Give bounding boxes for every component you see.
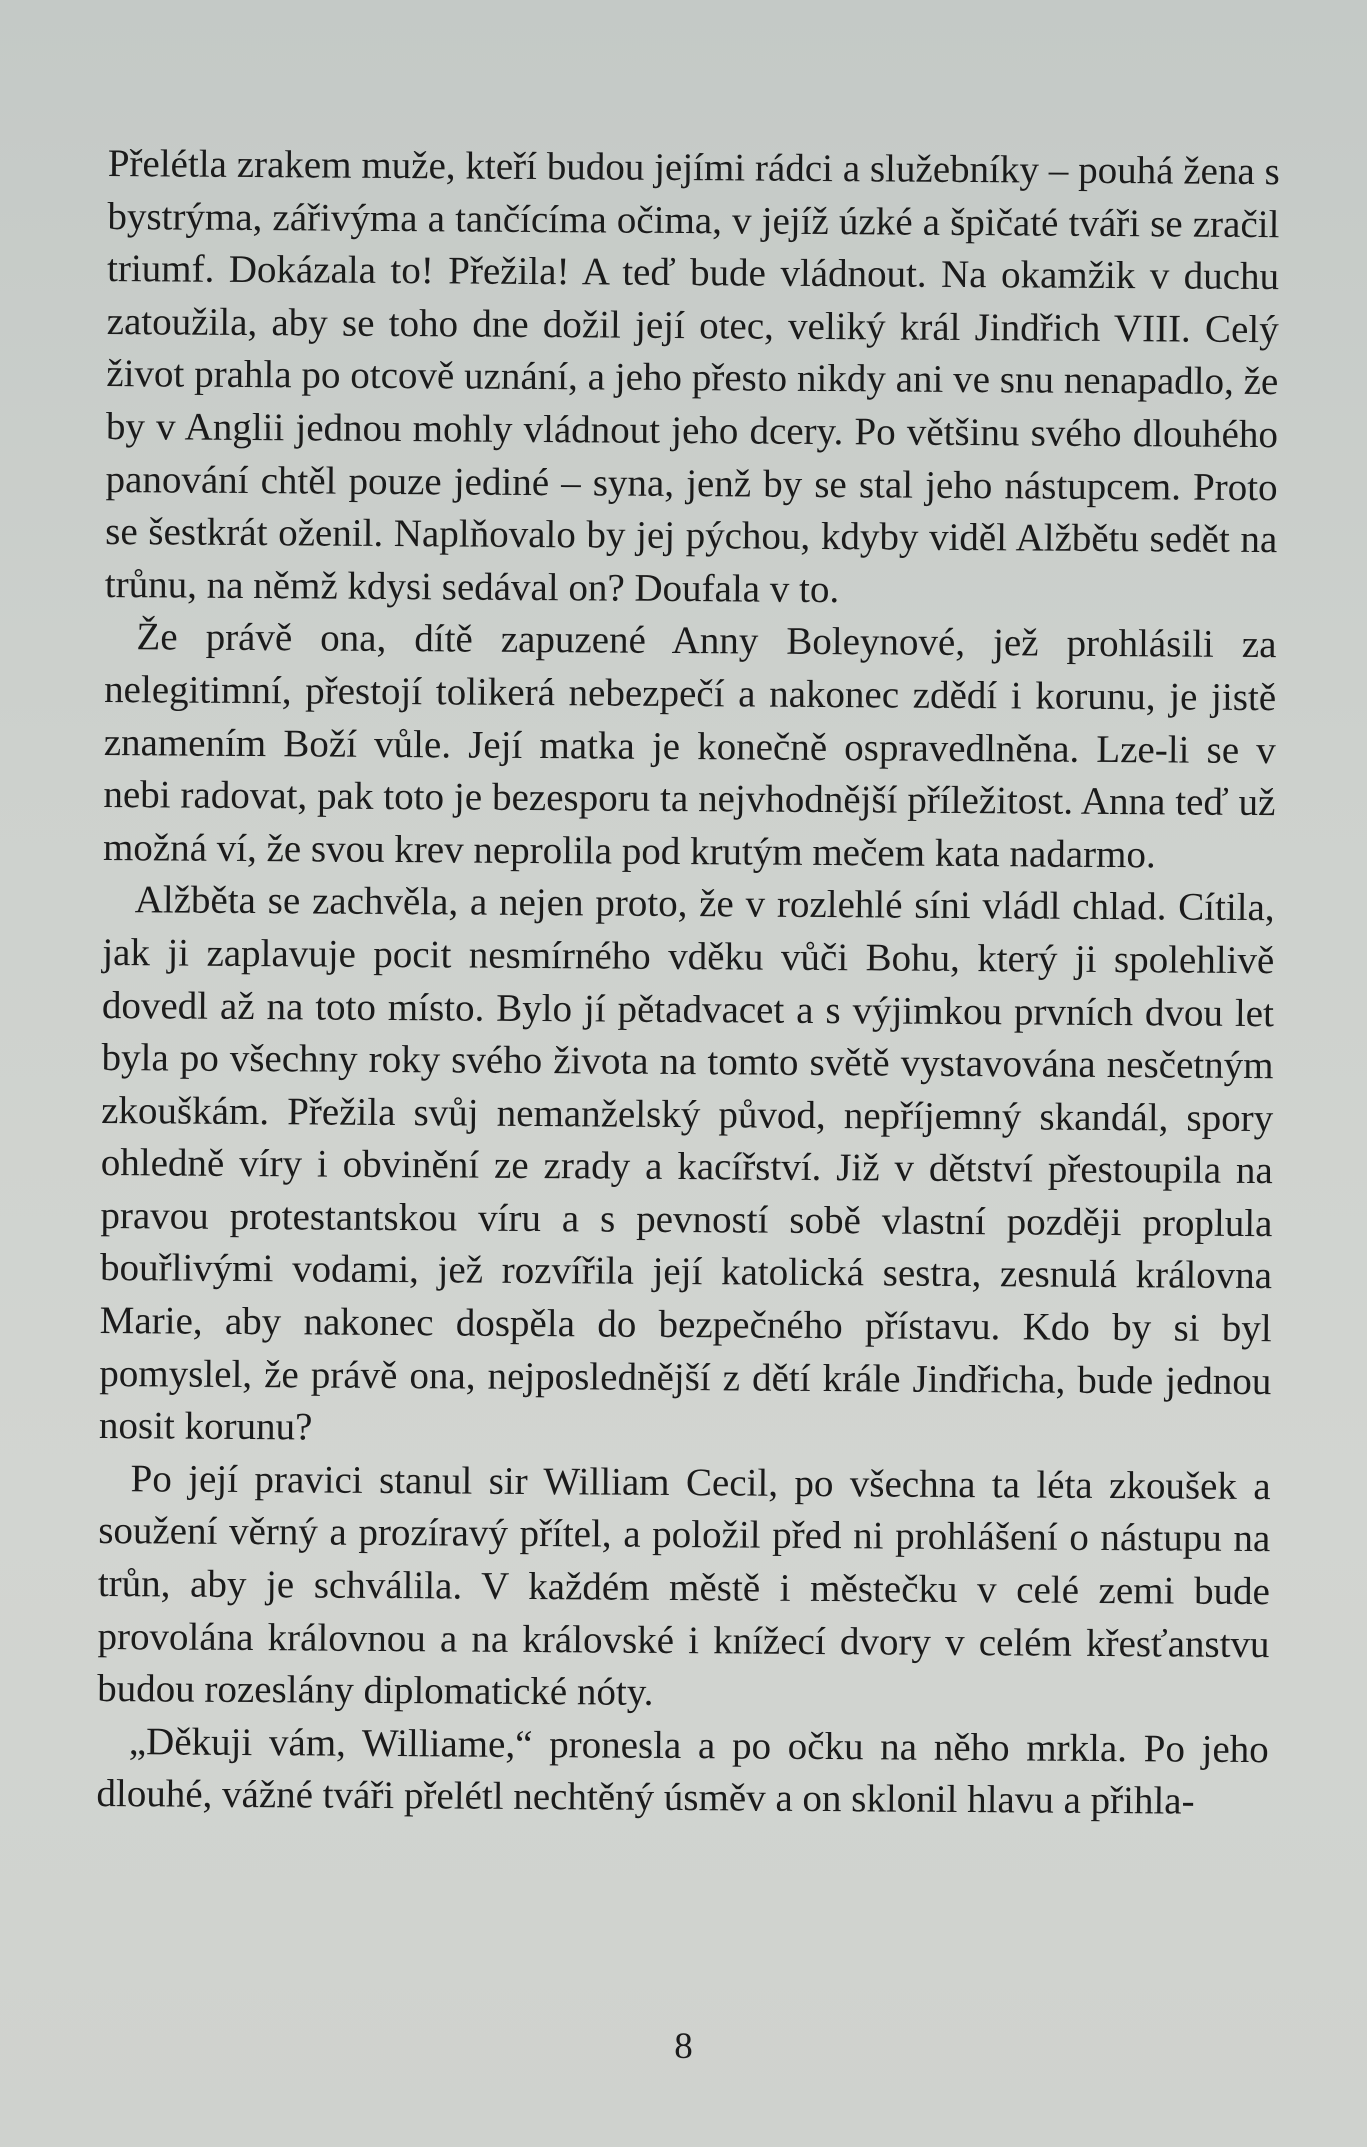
paragraph-2: Že právě ona, dítě zapuzené Anny Boleynové, jež prohlásili za nelegitimní, přestojí tolikerá nebezpečí a nakonec zdědí i korunu, je jistě znamením Boží vůle. Její matka je konečně ospravedlněna. Lze-li se v nebi radovat, pak toto je bezesporu ta nejvhodnější příležitost. Anna teď už možná ví, že svou krev neprolila pod krutým mečem kata nadarmo. bbox=[102, 615, 1277, 877]
paragraph-5: „Děkuji vám, Williame,“ pronesla a po očku na něho mrkla. Po jeho dlouhé, vážné tváři přelétl nechtěný úsměv a on sklonil hlavu a přihla- bbox=[96, 1719, 1269, 1824]
page-number: 8 bbox=[674, 2026, 693, 2067]
paragraph-4: Po její pravici stanul sir William Cecil, po všechna ta léta zkoušek a soužení věrný a prozíravý přítel, a položil před ni prohlášení o nástupu na trůn, aby je schválila. V každém městě i městečku v celé zemi bude provolána královnou a na královské i knížecí dvory v celém křesťanstvu budou rozeslány diplomatické nóty. bbox=[97, 1457, 1271, 1715]
paragraph-3: Alžběta se zachvěla, a nejen proto, že v rozlehlé síni vládl chlad. Cítila, jak ji zaplavuje pocit nesmírného vděku vůči Bohu, který ji spolehlivě dovedl až na toto místo. Bylo jí pětadvacet a s výjimkou prvních dvou let byla po všechny roky svého života na tomto světě vystavována nesčetným zkouškám. Přežila svůj nemanželský původ, nepříjemný skandál, spory ohledně víry i obvinění ze zrady a kacířství. Již v dětství přestoupila na pravou protestantskou víru a s pevností sobě vlastní později proplula bouřlivými vodami, jež rozvířila její katolická sestra, zesnulá královna Marie, aby nakonec dospěla do bezpečného přístavu. Kdo by si byl pomyslel, že právě ona, nejposlednější z dětí krále Jindřicha, bude jednou nosit korunu? bbox=[98, 878, 1275, 1449]
body-text bbox=[96, 138, 1280, 1829]
paragraph-1: Přelétla zrakem muže, kteří budou jejími rádci a služebníky – pouhá žena s bystrýma, zářivýma a tančícíma očima, v jejíž úzké a špičaté tváři se zračil triumf. Dokázala to! Přežila! A teď bude vládnout. Na okamžik v duchu zatoužila, aby se toho dne dožil její otec, veliký král Jindřich VIII. Celý život prahla po otcově uznání, a jeho přesto nikdy ani ve snu nenapadlo, že by v Anglii jednou mohly vládnout jeho dcery. Po většinu svého dlouhého panování chtěl pouze jediné – syna, jenž by se stal jeho nástupcem. Proto se šestkrát oženil. Naplňovalo by jej pýchou, kdyby viděl Alžbětu sedět na trůnu, na němž kdysi sedával on? Doufala v to. bbox=[104, 141, 1280, 611]
